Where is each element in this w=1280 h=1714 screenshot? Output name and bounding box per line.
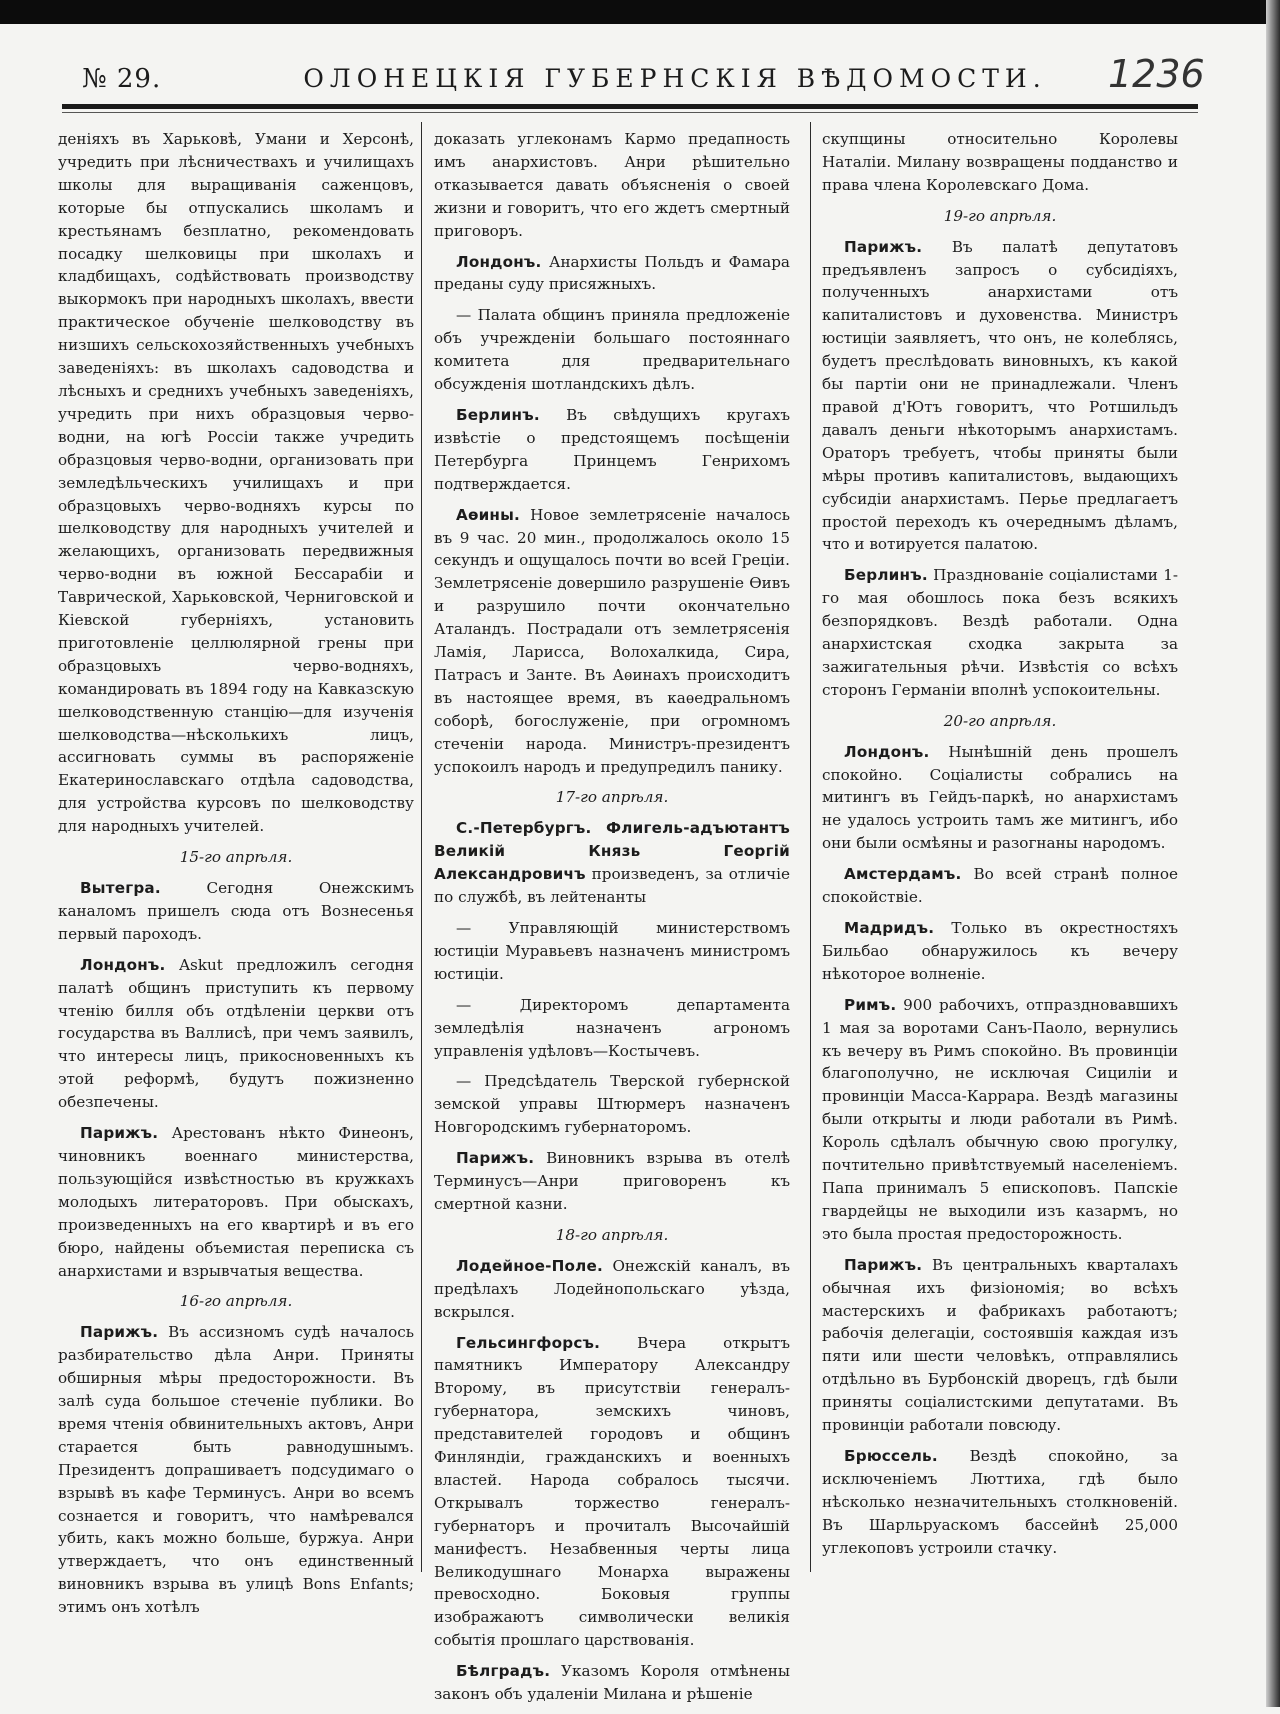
newspaper-title: ОЛОНЕЦКІЯ ГУБЕРНСКІЯ ВѢДОМОСТИ. [303,64,1047,93]
date-heading: 19-го апрѣля. [943,206,1057,225]
news-text: Виновникъ взрыва въ отелѣ Терминусъ—Анри приговоренъ къ смертной казни. [434,1149,790,1213]
text-column-1 [58,128,414,1627]
paragraph: доказать углеконамъ Кармо предапность имъ анархистовъ. Анри рѣшительно отказывается давать объясненія о своей жизни и говоритъ, что его ждетъ смертный приговоръ. [434,130,790,240]
news-item [822,1445,1178,1560]
news-item [434,1332,790,1653]
paragraph: деніяхъ въ Харьковѣ, Умани и Херсонѣ, учредить при лѣсничествахъ и училищахъ школы для выращиванія саженцовъ, которые бы отпускались школамъ и крестьянамъ безплатно, рекомендовать посадку шелковицы при школахъ и кладбищахъ, содѣйствовать производству выкормокъ при народныхъ школахъ, ввести практическое обученіе шелководству въ низшихъ сельскохозяйственныхъ учебныхъ заведеніяхъ: въ школахъ садоводства и лѣсныхъ и среднихъ учебныхъ заведеніяхъ, учредить при нихъ образцовыя черво-водни, на югѣ Россіи также учредить образцовыя черво-водни, организовать при земледѣльческихъ училищахъ и при образцовыхъ черво-водняхъ курсы по шелководству для народныхъ учителей и желающихъ, организовать передвижныя черво-водни въ южной Бессарабіи и Таврической, Харьковской, Черниговской и Кіевской губерніяхъ, установить приготовленіе целлюлярной грены при образцовыхъ черво-водняхъ, командировать въ 1894 году на Кавказскую шелководственную станцію—для изученія шелководства—нѣсколькихъ лицъ, ассигновать суммы въ распоряженіе Екатеринославскаго отдѣла садоводства, для устройства курсовъ по шелководству для народныхъ учителей. [58,130,414,836]
news-text: Въ ассизномъ судѣ началось разбирательство дѣла Анри. Приняты обширныя мѣры предосторожности. Въ залѣ суда большое стеченіе публики. Во время чтенія обвинительныхъ актовъ, Анри старается быть равнодушнымъ. Президентъ допрашиваетъ подсудимаго о взрывѣ въ кафе Терминусъ. Анри во всемъ сознается и говоритъ, что намѣревался убить, какъ можно больше, буржуа. Анри утверждаетъ, что онъ единственный виновникъ взрыва въ улицѣ Bons Enfants; этимъ онъ хотѣлъ [58,1323,414,1617]
news-text: 900 рабочихъ, отпраздновавшихъ 1 мая за воротами Санъ-Паоло, вернулись къ вечеру въ Римъ спокойно. Въ провинціи благополучно, не исключая Сициліи и провинціи Масса-Каррара. Вездѣ магазины были открыты и люди работали въ Римѣ. Король сдѣлалъ обычную свою прогулку, почтительно привѣтствуемый населеніемъ. Папа принималъ 5 епископовъ. Папскіе гвардейцы не выходили изъ казармъ, но это была простая предосторожность. [822,995,1178,1243]
news-item: — Директоромъ департамента земледѣлія назначенъ агрономъ управленія удѣловъ—Костычевъ. [434,995,790,1060]
place-name: Бѣлградъ. [456,1662,551,1681]
date-heading: 16-го апрѣля. [179,1292,293,1311]
place-name: Берлинъ. [456,405,540,424]
news-item [434,404,790,496]
issue-number: № 29. [82,64,162,94]
handwritten-page-number: 1236 [1108,52,1205,96]
place-name: Парижъ. [80,1323,159,1342]
news-text: произведенъ, за отличіе по службѣ, въ лейтенанты [434,865,790,907]
place-name: Гельсингфорсъ. [456,1333,601,1352]
text-column-3 [822,128,1178,1567]
news-item [822,741,1178,856]
news-text: Указомъ Короля отмѣнены законъ объ удаленіи Милана и рѣшеніе [434,1662,790,1704]
header-rule [62,104,1198,109]
news-item [58,1122,414,1282]
column-separator [421,122,422,1572]
news-text: Нынѣшній день прошелъ спокойно. Соціалисты собрались на митингъ въ Гейдъ-паркѣ, но анархистамъ не удалось устроить тамъ же митингъ, ибо они были осмѣяны и разогнаны народомъ. [822,742,1178,853]
news-text: Вчера открытъ памятникъ Императору Александру Второму, въ присутствіи генералъ-губернатора, земскихъ чиновъ, представителей городовъ и общинъ Финляндіи, гражданскихъ и военныхъ властей. Народа собралось тысячи. Открывалъ торжество генералъ-губернаторъ и прочиталъ Высочайшій манифестъ. Незабвенныя черты лица Великодушнаго Монарха выражены превосходно. Боковыя группы изображаютъ символически великія событія прошлаго царствованія. [434,1333,790,1650]
date-heading: 15-го апрѣля. [179,848,293,867]
place-name: Брюссель. [844,1446,938,1465]
place-name: Парижъ. [456,1149,535,1168]
text-column-2 [434,128,790,1714]
scan-right-edge [1266,0,1280,1707]
news-item [822,1254,1178,1437]
news-item [434,1147,790,1216]
news-item [434,817,790,909]
place-name: Аѳины. [456,505,521,524]
paragraph: скупщины относительно Королевы Наталіи. Милану возвращены подданство и права члена Королевскаго Дома. [822,130,1178,194]
place-name: Парижъ. [844,1255,923,1274]
news-item [822,917,1178,986]
news-text: Только въ окрестностяхъ Бильбао обнаружилось къ вечеру нѣкоторое волненіе. [822,919,1178,983]
news-item [822,236,1178,557]
place-name: Лодейное-Поле. [456,1256,603,1275]
place-name: Лондонъ. [844,742,930,761]
place-name: Парижъ. [80,1124,159,1143]
news-text: Празднованіе соціалистами 1-го мая обошлось пока безъ всякихъ безпорядковъ. Вездѣ работали. Одна анархистская сходка закрыта за зажигательныя рѣчи. Извѣстія со всѣхъ сторонъ Германіи вполнѣ успокоительны. [822,566,1178,699]
news-text: Въ палатѣ депутатовъ предъявленъ запросъ о субсидіяхъ, полученныхъ анархистами отъ капиталистовъ и духовенства. Министръ юстиціи заявляетъ, что онъ, не колеблясь, будетъ преслѣдовать виновныхъ, къ какой бы партіи они не принадлежали. Членъ правой д'Ютъ говоритъ, что Ротшильдъ давалъ деньги нѣкоторымъ анархистамъ. Ораторъ требуетъ, чтобы приняты были мѣры противъ капиталистовъ, выдающихъ субсидіи анархистамъ. Перье предлагаетъ простой переходъ къ очереднымъ дѣламъ, что и вотируется палатою. [822,237,1178,554]
news-text: Арестованъ нѣкто Финеонъ, чиновникъ военнаго министерства, пользующійся извѣстностью въ кружкахъ молодыхъ литераторовъ. При обыскахъ, произведенныхъ на его квартирѣ и въ его бюро, найдены объемистая переписка съ анархистами и взрывчатыя вещества. [58,1124,414,1280]
news-text: Сегодня Онежскимъ каналомъ пришелъ сюда отъ Вознесенья первый пароходъ. [58,879,414,943]
news-text: Askut предложилъ сегодня палатѣ общинъ приступить къ первому чтенію билля объ отдѣленіи церкви отъ государства въ Валлисѣ, при чемъ заявилъ, что интересы лицъ, прикосновенныхъ къ этой реформѣ, будутъ пожизненно обезпечены. [58,955,414,1112]
news-text: Въ центральныхъ кварталахъ обычная ихъ физіономія; во всѣхъ мастерскихъ и фабрикахъ работаютъ; рабочія делегаціи, состоявшія каждая изъ пяти или шести человѣкъ, отправлялись отдѣльно въ Бурбонскій дворецъ, гдѣ были приняты соціалистскими депутатами. Въ провинціи работали повсюду. [822,1255,1178,1435]
news-item [434,251,790,297]
place-name: Амстердамъ. [844,865,962,884]
place-name: Вытегра. [80,879,161,897]
place-name: Мадридъ. [844,919,935,937]
news-item [822,863,1178,909]
place-name: Берлинъ. [844,566,928,585]
news-text: Вездѣ спокойно, за исключеніемъ Люттиха, гдѣ было нѣсколько незначительныхъ столкновеній. Въ Шарльруаскомъ бассейнѣ 25,000 углекоповъ устроили стачку. [822,1446,1179,1557]
news-text: Новое землетрясеніе началось въ 9 час. 20 мин., продолжалось около 15 секундъ и ощущалось почти во всей Греціи. Землетрясеніе довершило разрушеніе Ѳивъ и разрушило почти окончательно Аталандъ. Пострадали отъ землетрясенія Ламія, Ларисса, Волохалкида, Сира, Патрасъ и Занте. Въ Аѳинахъ происходитъ въ настоящее время, въ каѳедральномъ соборѣ, богослуженіе, при огромномъ стеченіи народа. Министръ-президентъ успокоилъ народъ и предупредилъ панику. [434,505,791,776]
place-name: Лондонъ. [80,955,166,974]
news-item: — Палата общинъ приняла предложеніе объ учрежденіи большаго постояннаго комитета для предварительнаго обсужденія шотландскихъ дѣлъ. [434,306,790,394]
news-item [58,877,414,946]
news-text: Во всей странѣ полное спокойствіе. [822,865,1178,907]
header-rule-thin [62,112,1198,113]
news-item: — Предсѣдатель Тверской губернской земской управы Штюрмеръ назначенъ Новгородскимъ губернаторомъ. [434,1072,790,1137]
page-header [60,52,1205,102]
news-item [822,994,1178,1246]
date-heading: 18-го апрѣля. [555,1225,669,1244]
news-item [58,954,414,1114]
news-item [434,504,790,779]
news-text: Въ свѣдущихъ кругахъ извѣстіе о предстоящемъ посѣщеніи Петербурга Принцемъ Генрихомъ подтверждается. [434,405,791,493]
date-heading: 17-го апрѣля. [555,788,669,807]
place-name: С.-Петербургъ. [456,819,592,838]
column-separator [810,122,811,1572]
scan-top-edge [0,0,1280,24]
news-item [434,1255,790,1324]
news-item [822,564,1178,701]
news-item [58,1321,414,1619]
place-name: Римъ. [844,995,897,1014]
place-name: Лондонъ. [456,252,542,271]
news-text: Онежскій каналъ, въ предѣлахъ Лодейнопольскаго уѣзда, вскрылся. [434,1256,791,1321]
place-name: Парижъ. [844,237,923,256]
news-item: — Управляющій министерствомъ юстиціи Муравьевъ назначенъ министромъ юстиціи. [434,919,790,983]
news-text: Анархисты Польдъ и Фамара преданы суду присяжныхъ. [434,252,790,294]
date-heading: 20-го апрѣля. [943,711,1057,730]
news-item [434,1660,790,1706]
bold-name: Флигель-адъютантъ Великій Князь Георгій Александровичъ [434,819,790,884]
